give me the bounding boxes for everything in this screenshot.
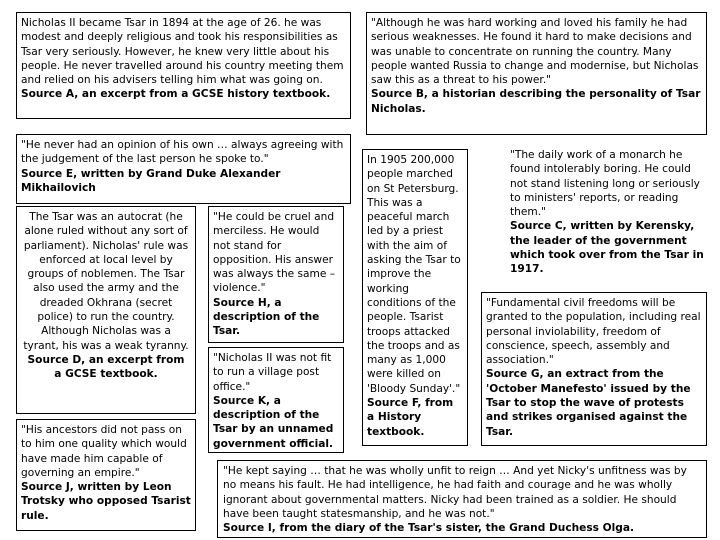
source-j-citation: Source J, written by Leon Trotsky who opposed Tsarist rule. bbox=[21, 481, 191, 522]
source-i-text: "He kept saying … that he was wholly unfit to reign … And yet Nicky's unfitness was by no means his fault. He had intelligence, he had faith and courage and he was wholly ignorant about governmental matters. Nicky had been trained as a soldier. He should have been taught statesmanship, and he was not." bbox=[223, 465, 687, 520]
source-f-citation: Source F, from a History textbook. bbox=[367, 397, 454, 438]
source-a-citation: Source A, an excerpt from a GCSE history textbook. bbox=[21, 88, 331, 101]
source-f-box bbox=[362, 149, 468, 446]
source-j-text: "His ancestors did not pass on to him one quality which would have made him capable of governing an empire." bbox=[21, 424, 187, 479]
source-g-text: "Fundamental civil freedoms will be granted to the population, including real personal inviolability, freedom of conscience, speech, assembly and association." bbox=[486, 297, 701, 367]
source-c-text: "The daily work of a monarch he found intolerably boring. He could not stand listening long or seriously to ministers' reports, or reading them." bbox=[510, 149, 700, 219]
source-f-text: In 1905 200,000 people marched on St Petersburg. This was a peaceful march led by a priest with the aim of asking the Tsar to improve the working conditions of the people. Tsarist troops attacked the troops and as many as 1,000 were killed on 'Bloody Sunday'." bbox=[367, 154, 461, 395]
source-b-citation: Source B, a historian describing the personality of Tsar Nicholas. bbox=[371, 88, 701, 115]
source-k-box bbox=[208, 347, 344, 453]
source-c-citation: Source C, written by Kerensky, the leader of the government which took over from the Tsar in 1917. bbox=[510, 220, 704, 276]
source-d-citation: Source D, an excerpt from a GCSE textbook. bbox=[27, 353, 185, 381]
source-a-box bbox=[16, 12, 351, 119]
source-k-citation: Source K, a description of the Tsar by an unnamed government official. bbox=[213, 394, 334, 450]
source-e-text: "He never had an opinion of his own … always agreeing with the judgement of the last person he spoke to." bbox=[21, 139, 344, 166]
source-j-box bbox=[16, 419, 196, 531]
source-i-box bbox=[217, 460, 707, 538]
source-a-text: Nicholas II became Tsar in 1894 at the age of 26. he was modest and deeply religious and took his responsibilities as Tsar very seriously. However, he knew very little about his people. He never travelled around his country meeting them and relied on his advisers telling him what was going on. bbox=[21, 17, 344, 87]
source-g-box bbox=[481, 292, 707, 446]
source-h-box bbox=[208, 206, 344, 343]
source-h-text: "He could be cruel and merciless. He would not stand for opposition. His answer was always the same – violence." bbox=[213, 211, 336, 295]
source-c-box bbox=[510, 148, 710, 286]
source-k-text: "Nicholas II was not fit to run a village post office." bbox=[213, 352, 332, 393]
source-g-citation: Source G, an extract from the 'October Manefesto' issued by the Tsar to stop the wave of protests and strikes organised against the Tsar. bbox=[486, 368, 691, 438]
source-i-citation: Source I, from the diary of the Tsar's sister, the Grand Duchess Olga. bbox=[223, 522, 635, 535]
source-h-citation: Source H, a description of the Tsar. bbox=[213, 296, 320, 338]
source-e-citation: Source E, written by Grand Duke Alexander Mikhailovich bbox=[21, 167, 281, 194]
source-b-box bbox=[366, 12, 707, 135]
source-d-text: The Tsar was an autocrat (he alone ruled without any sort of parliament). Nicholas' rule was enforced at local level by groups of noblemen. The Tsar also used the army and the dreaded Okhrana (secret police) to run the country. Although Nicholas was a tyrant, his was a weak tyranny. bbox=[23, 211, 189, 352]
source-e-box bbox=[16, 134, 351, 204]
source-d-box bbox=[16, 206, 196, 414]
source-b-text: "Although he was hard working and loved his family he had serious weaknesses. He found it hard to make decisions and was unable to concentrate on running the country. Many people wanted Russia to change and modernise, but Nicholas saw this as a threat to his power." bbox=[371, 17, 699, 87]
